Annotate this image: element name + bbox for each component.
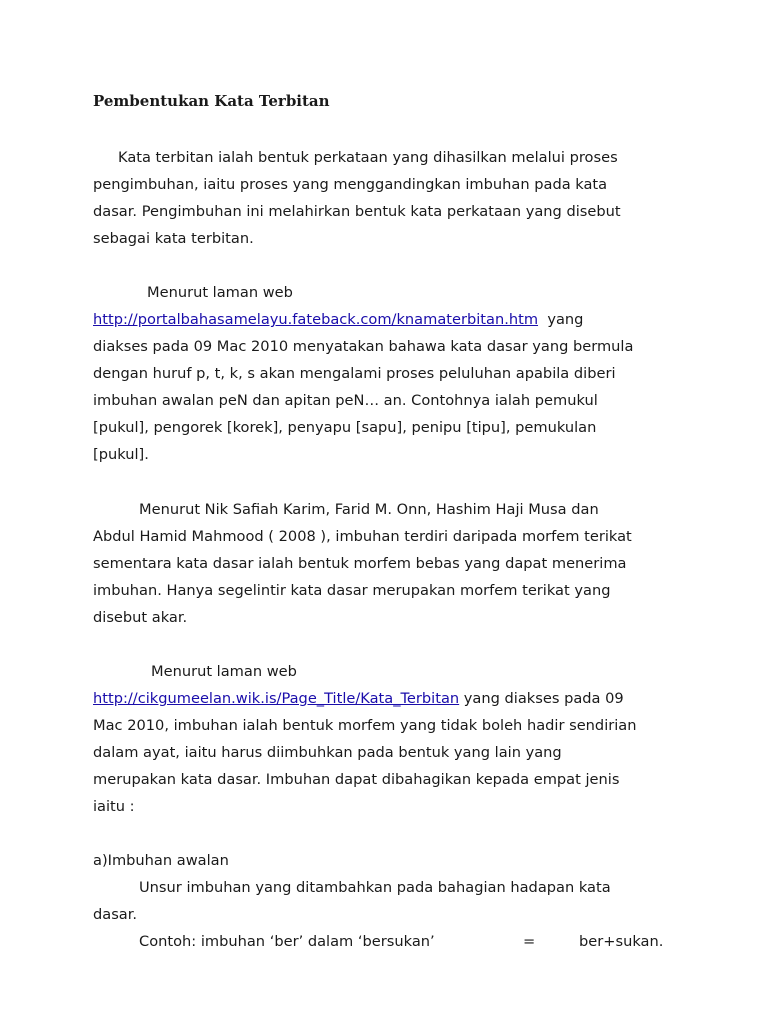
word: pada [396,879,434,896]
portal-link[interactable]: http://portalbahasamelayu.fateback.com/knamaterbitan.htm [93,311,539,328]
text-line: [pukul]. [93,446,149,463]
text-line: dengan huruf p, t, k, s akan mengalami proses peluluhan apabila diberi [93,365,616,382]
word: yang [255,879,292,896]
word: ditambahkan [296,879,393,896]
document-title: Pembentukan Kata Terbitan [93,92,330,110]
text-line: merupakan kata dasar. Imbuhan dapat dibahagikan kepada empat jenis [93,771,620,788]
text-line: dasar. [93,906,138,923]
word: Unsur [139,879,182,896]
text-line [93,685,676,712]
text-line: Menurut laman web [151,663,297,680]
text-line: diakses pada 09 Mac 2010 menyatakan bahawa kata dasar yang bermula [93,338,634,355]
example-result: ber+sukan. [579,933,664,950]
text-line: [pukul], pengorek [korek], penyapu [sapu], penipu [tipu], pemukulan [93,419,597,436]
text-line: dasar. Pengimbuhan ini melahirkan bentuk kata perkataan yang disebut [93,203,621,220]
text-line: Mac 2010, imbuhan ialah bentuk morfem yang tidak boleh hadir sendirian [93,717,637,734]
text-line: sementara kata dasar ialah bentuk morfem bebas yang dapat menerima [93,555,627,572]
paragraph-nik-safiah [93,496,676,631]
text-line: dalam ayat, iaitu harus diimbuhkan pada bentuk yang lain yang [93,744,562,761]
text-line: Menurut Nik Safiah Karim, Farid M. Onn, Hashim Haji Musa dan [139,501,599,518]
section-heading: a)Imbuhan awalan [93,852,229,869]
word: kata [578,879,611,896]
cikgumeelan-link[interactable]: http://cikgumeelan.wik.is/Page_Title/Kata_Terbitan [93,690,460,707]
text-line: pengimbuhan, iaitu proses yang menggandingkan imbuhan pada kata [93,176,608,193]
paragraph-intro [93,144,676,252]
example-line [93,928,676,955]
word: hadapan [510,879,575,896]
text-line: Kata terbitan ialah bentuk perkataan yang dihasilkan melalui proses [118,149,618,166]
text-line: imbuhan. Hanya segelintir kata dasar merupakan morfem terikat yang [93,582,611,599]
text-line: Abdul Hamid Mahmood ( 2008 ), imbuhan terdiri daripada morfem terikat [93,528,632,545]
text-line [93,306,676,333]
word: imbuhan [186,879,251,896]
text-line: imbuhan awalan peN dan apitan peN… an. Contohnya ialah pemukul [93,392,598,409]
text-line: sebagai kata terbitan. [93,230,254,247]
paragraph-cikgumeelan-reference [93,658,676,820]
text-line: Menurut laman web [147,284,293,301]
example-label: Contoh: imbuhan ‘ber’ dalam ‘bersukan’ [139,933,435,950]
document-page [93,0,676,1024]
text-line: disebut akar. [93,609,188,626]
justified-line [93,874,676,901]
paragraph-portal-reference [93,279,676,468]
equals-sign: = [523,933,536,950]
text-line: iaitu : [93,798,135,815]
section-imbuhan-awalan [93,847,676,955]
text-fragment: yang diakses pada 09 [463,690,624,707]
text-fragment: yang [547,311,584,328]
word: bahagian [437,879,506,896]
